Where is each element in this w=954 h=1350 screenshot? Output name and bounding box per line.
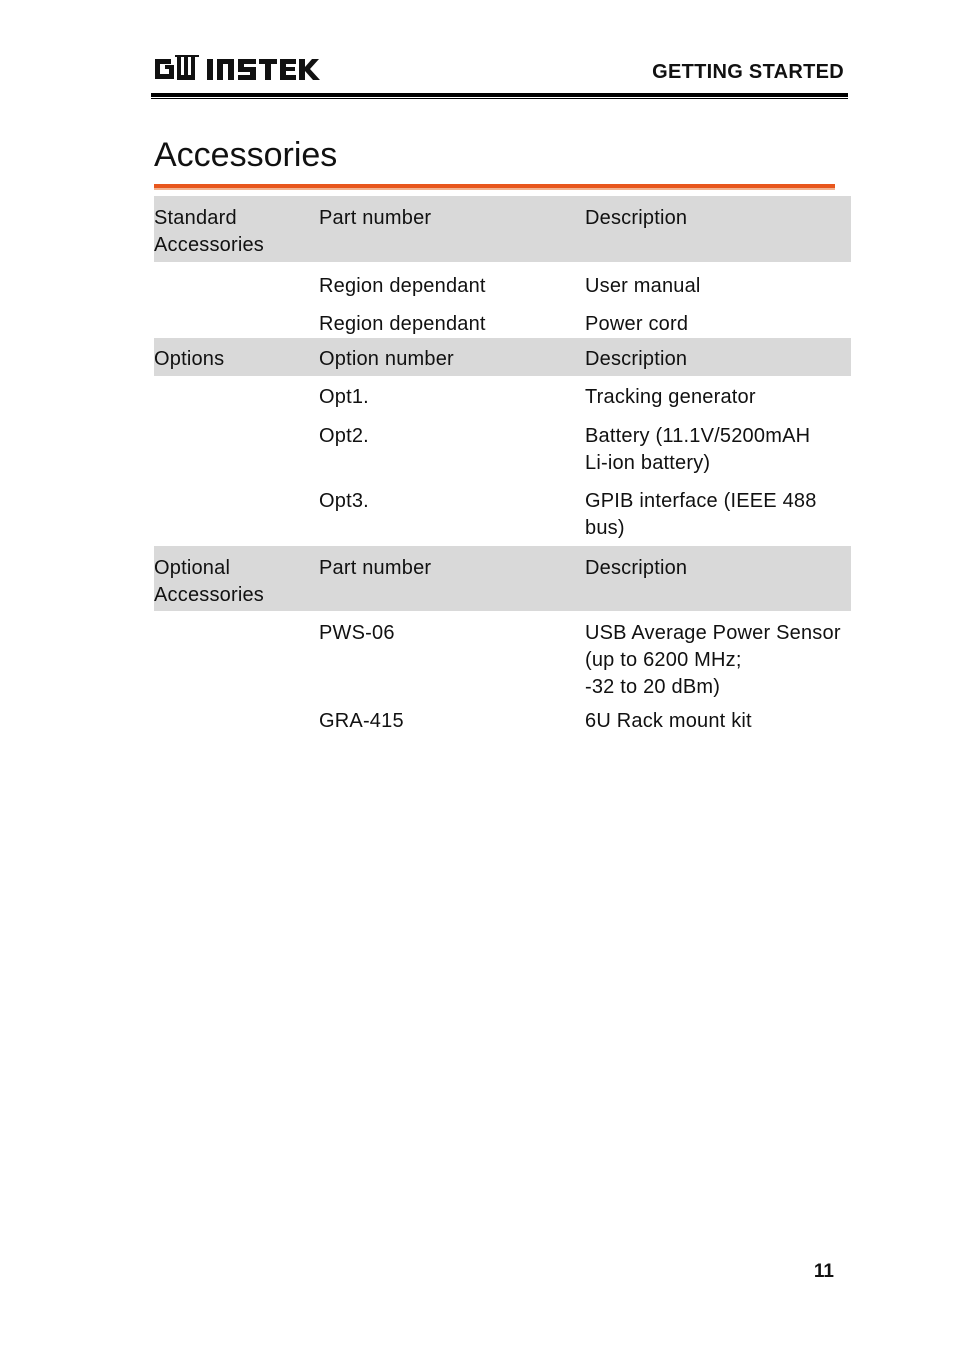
table-cell [154, 273, 318, 300]
table-row [154, 262, 851, 300]
table-row [154, 376, 851, 415]
table-cell: Options [154, 348, 225, 370]
table-cell: Description [585, 557, 688, 579]
table-cell: User manual [585, 275, 701, 297]
table-cell: GRA-415 [319, 710, 404, 732]
table-cell: Region dependant [319, 313, 486, 335]
table-cell: Tracking generator [585, 386, 756, 408]
page-title: Accessories [154, 136, 338, 174]
table-cell: Power cord [585, 313, 689, 335]
table-row [154, 611, 851, 704]
table-row [154, 704, 851, 742]
table-row [154, 415, 851, 480]
table-cell: Part number [319, 557, 432, 579]
table-cell: Part number [319, 207, 432, 229]
table-cell: PWS-06 [319, 622, 395, 644]
accessories-table [154, 196, 851, 742]
table-cell: Region dependant [319, 275, 486, 297]
table-cell: 6U Rack mount kit [585, 710, 752, 732]
header-rule [151, 93, 848, 97]
table-cell [154, 423, 318, 480]
table-header-row [154, 338, 851, 376]
title-rule-shadow [154, 188, 835, 190]
table-cell [154, 311, 318, 338]
table-cell: Description [585, 348, 688, 370]
table-cell: GPIB interface (IEEE 488 bus) [585, 490, 817, 539]
table-cell: Opt3. [319, 490, 369, 512]
table-cell: Optional Accessories [154, 557, 265, 606]
section-label: GETTING STARTED [652, 61, 844, 83]
header-rule-thin [151, 98, 848, 99]
table-cell [154, 384, 318, 415]
table-header-row [154, 196, 851, 262]
table-cell: Standard Accessories [154, 207, 265, 256]
table-cell: Battery (11.1V/5200mAH Li-ion battery) [585, 425, 811, 474]
table-row [154, 300, 851, 338]
table-cell: USB Average Power Sensor (up to 6200 MHz; -32 to 20 dBm) [585, 622, 841, 698]
table-cell: Opt2. [319, 425, 369, 447]
table-cell: Option number [319, 348, 454, 370]
gw-instek-logo [153, 55, 325, 83]
gw-instek-logo-mark [153, 55, 325, 83]
table-cell: Opt1. [319, 386, 369, 408]
table-header-row [154, 546, 851, 611]
page-number: 11 [813, 1261, 834, 1282]
table-cell [154, 708, 318, 742]
table-cell [154, 620, 318, 704]
table-cell [154, 488, 318, 546]
table-row [154, 480, 851, 546]
table-cell: Description [585, 207, 688, 229]
